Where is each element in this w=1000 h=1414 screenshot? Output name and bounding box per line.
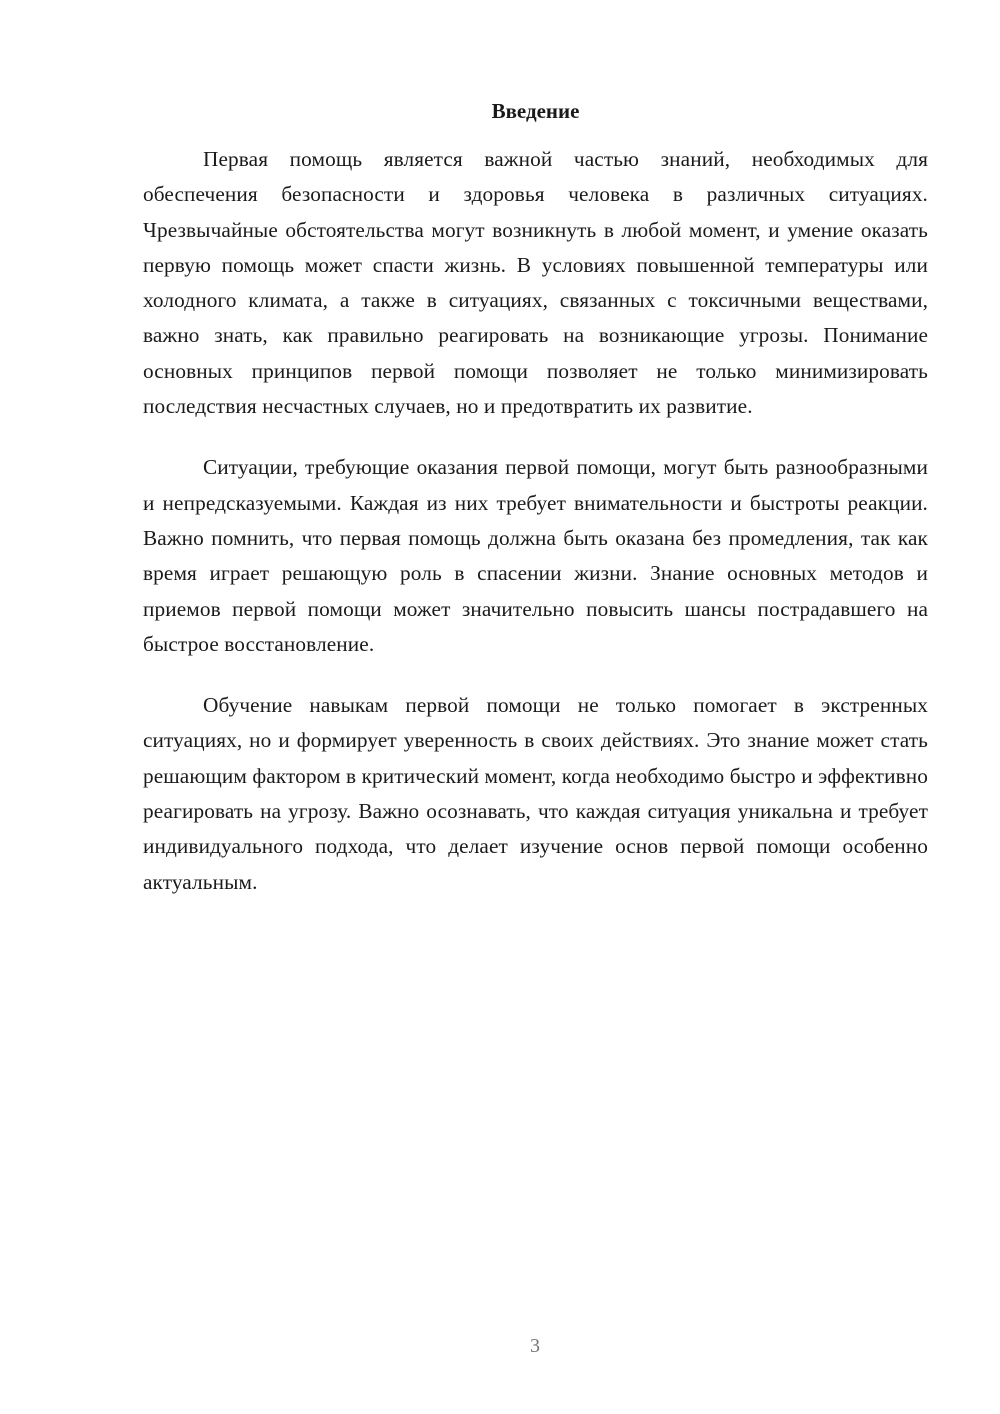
paragraph-3: Обучение навыкам первой помощи не только помогает в экстренных ситуациях, но и формирует уверенность в своих действиях. Это знание может стать решающим фактором в критический момент, когда необходимо быстро и эффективно реагировать на угрозу. Важно осознавать, что каждая ситуация уникальна и требует индивидуального подхода, что делает изучение основ первой помощи особенно актуальным. [143,693,928,894]
paragraph-2: Ситуации, требующие оказания первой помощи, могут быть разнообразными и непредсказуемыми. Каждая из них требует внимательности и быстроты реакции. Важно помнить, что первая помощь должна быть оказана без промедления, так как время играет решающую роль в спасении жизни. Знание основных методов и приемов первой помощи может значительно повысить шансы пострадавшего на быстрое восстановление. [143,455,928,656]
section-heading: Введение [491,99,580,123]
paragraph-1: Первая помощь является важной частью знаний, необходимых для обеспечения безопасности и здоровья человека в различных ситуациях. Чрезвычайные обстоятельства могут возникнуть в любой момент, и умение оказать первую помощь может спасти жизнь. В условиях повышенной температуры или холодного климата, а также в ситуациях, связанных с токсичными веществами, важно знать, как правильно реагировать на возникающие угрозы. Понимание основных принципов первой помощи позволяет не только минимизировать последствия несчастных случаев, но и предотвратить их развитие. [143,147,928,419]
body-text [143,142,928,926]
page-number: 3 [530,1335,540,1357]
